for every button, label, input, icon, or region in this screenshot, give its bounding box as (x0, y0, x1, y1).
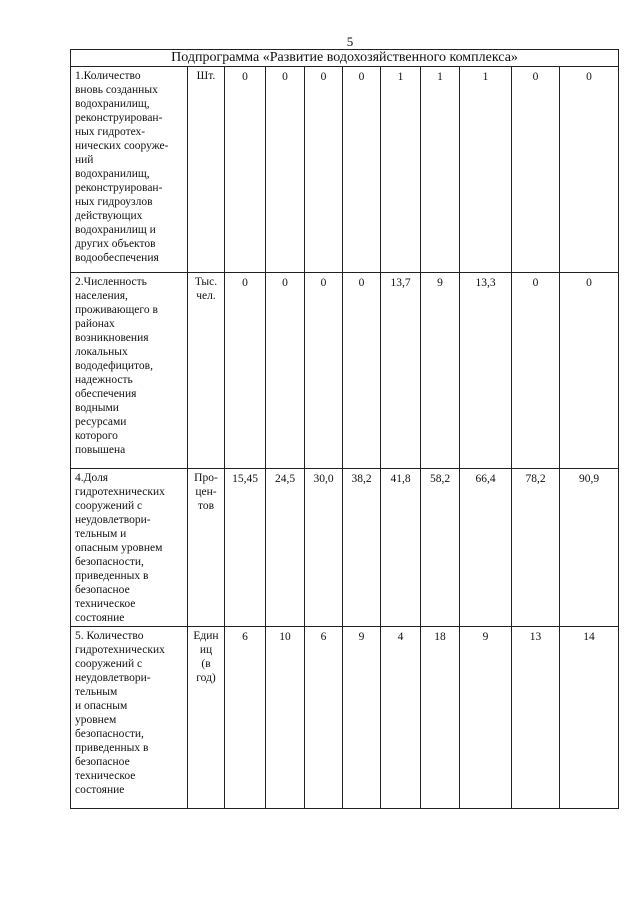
indicator-name: 5. Количество гидротехнических сооружений с неудовлетвори- тельным и опасным уровнем безопасности, приведенных в безопасное техническое состояние (75, 630, 165, 796)
indicator-name: 1.Количество вновь созданных водохранилищ, реконструирован- ных гидротех- нических сооруже- ний водохранилищ, реконструирован- ных гидроузлов действующих водохранилищ и других объектов водообеспечения (75, 70, 169, 264)
indicator-unit: Един иц (в год) (193, 630, 219, 684)
value-cell: 6 (225, 627, 266, 809)
value-cell: 18 (421, 627, 460, 809)
value-cell: 6 (305, 627, 343, 809)
value-cell: 1 (460, 67, 512, 273)
value-cell: 10 (266, 627, 305, 809)
value-cell: 15,45 (225, 469, 266, 627)
indicators-table (70, 49, 619, 809)
value-cell: 90,9 (560, 469, 619, 627)
value-cell: 0 (225, 67, 266, 273)
value-cell: 41,8 (381, 469, 421, 627)
value-cell: 24,5 (266, 469, 305, 627)
value-cell: 0 (305, 67, 343, 273)
value-cell: 0 (266, 67, 305, 273)
value-cell: 0 (305, 273, 343, 469)
value-cell: 58,2 (421, 469, 460, 627)
value-cell: 1 (381, 67, 421, 273)
value-cell: 0 (343, 67, 381, 273)
value-cell: 9 (421, 273, 460, 469)
table-row (71, 67, 619, 273)
table-row (71, 273, 619, 469)
page-number: 5 (346, 34, 354, 49)
indicator-unit: Шт. (196, 70, 216, 82)
value-cell: 0 (343, 273, 381, 469)
table-title-row (71, 50, 619, 67)
value-cell: 0 (512, 67, 560, 273)
value-cell: 0 (560, 67, 619, 273)
value-cell: 9 (460, 627, 512, 809)
value-cell: 4 (381, 627, 421, 809)
value-cell: 13,7 (381, 273, 421, 469)
table-row (71, 627, 619, 809)
value-cell: 66,4 (460, 469, 512, 627)
value-cell: 13 (512, 627, 560, 809)
value-cell: 30,0 (305, 469, 343, 627)
table-title: Подпрограмма «Развитие водохозяйственного комплекса» (71, 50, 619, 67)
value-cell: 14 (560, 627, 619, 809)
indicator-unit: Тыс. чел. (194, 276, 218, 302)
value-cell: 0 (512, 273, 560, 469)
indicator-unit: Про- цен- тов (194, 472, 218, 512)
value-cell: 38,2 (343, 469, 381, 627)
value-cell: 1 (421, 67, 460, 273)
value-cell: 0 (560, 273, 619, 469)
value-cell: 0 (225, 273, 266, 469)
value-cell: 78,2 (512, 469, 560, 627)
indicator-name: 2.Численность населения, проживающего в районах возникновения локальных вододефицитов, надежность обеспечения водными ресурсами которого повышена (75, 276, 158, 456)
value-cell: 9 (343, 627, 381, 809)
table-row (71, 469, 619, 627)
indicator-name: 4.Доля гидротехнических сооружений с неудовлетвори- тельным и опасным уровнем безопасности, приведенных в безопасное техническое состояние (75, 472, 165, 624)
value-cell: 0 (266, 273, 305, 469)
value-cell: 13,3 (460, 273, 512, 469)
